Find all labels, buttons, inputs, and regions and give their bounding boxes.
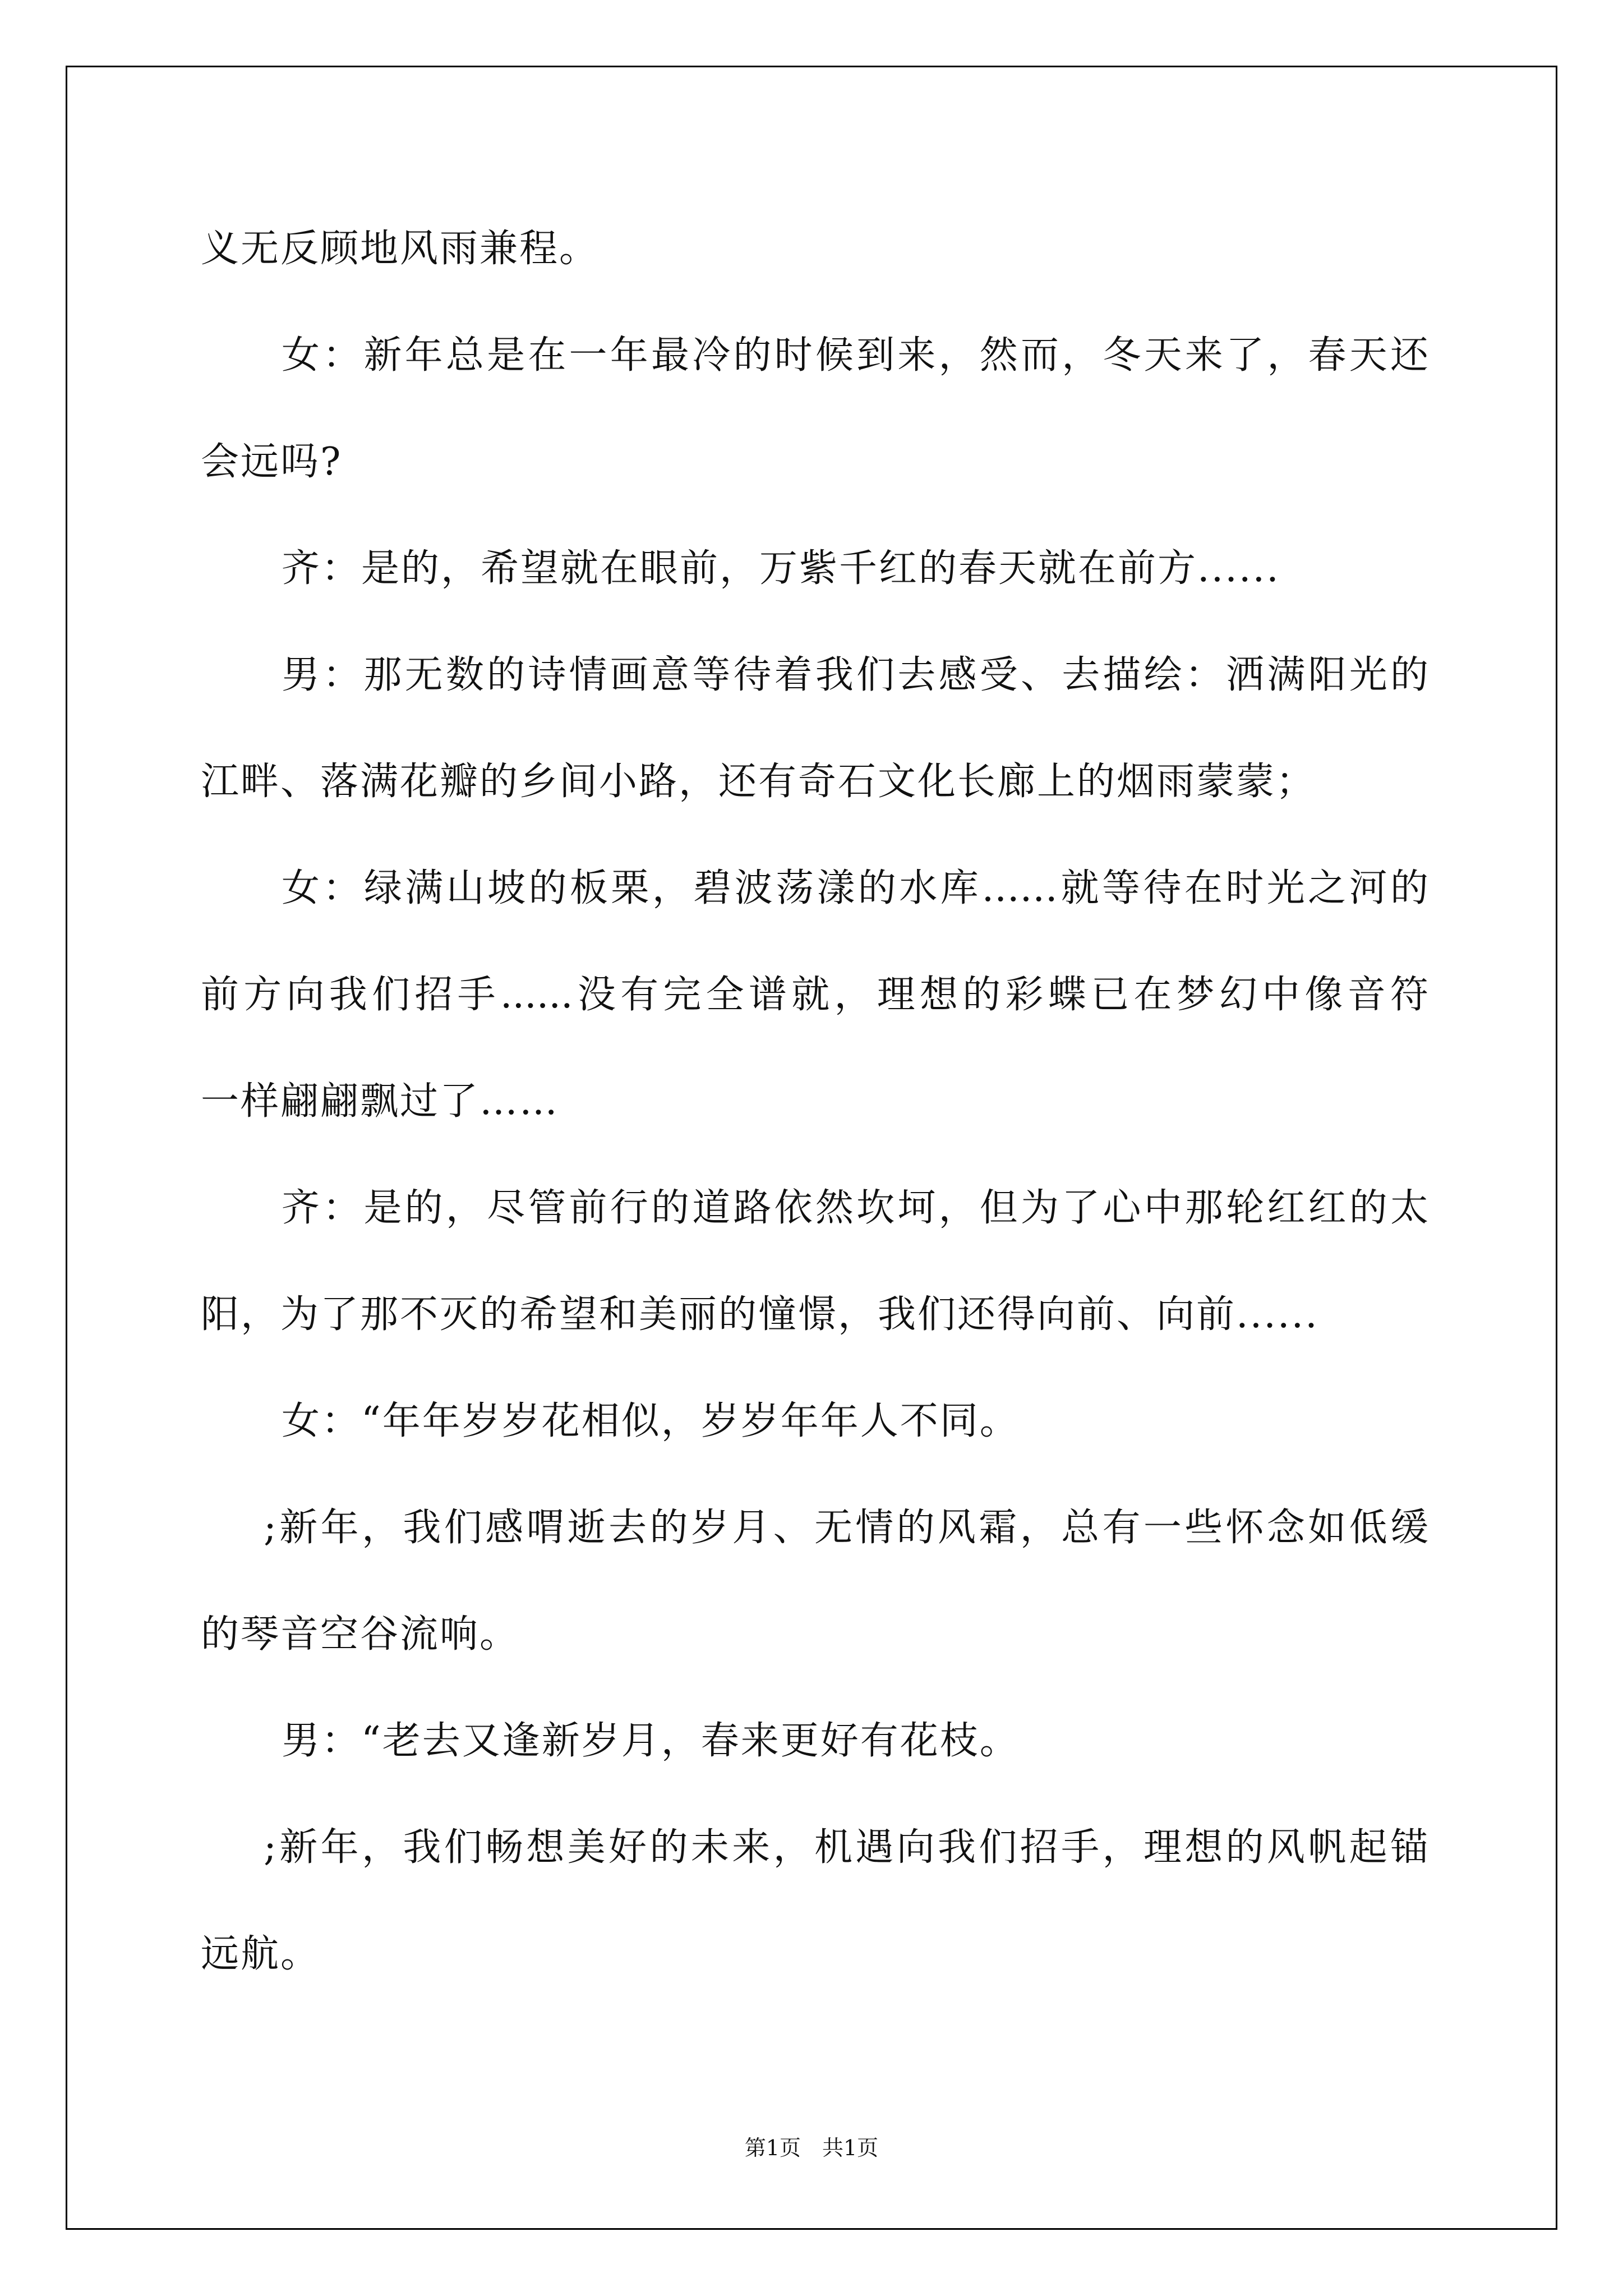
text-line: 前方向我们招手......没有完全谱就，理想的彩蝶已在梦幻中像音符 [201,973,1428,1017]
text-line: 会远吗? [201,440,343,484]
text-line: 江畔、落满花瓣的乡间小路，还有奇石文化长廊上的烟雨蒙蒙； [201,760,1316,804]
text-line: 女：“年年岁岁花相似，岁岁年年人不同。 [282,1399,1020,1443]
dialogue-paragraph [201,622,1428,835]
text-line: 齐：是的，希望就在眼前，万紫千红的春天就在前方...... [282,546,1280,591]
text-line: 一样翩翩飘过了…… [201,1079,560,1124]
dialogue-paragraph [201,1688,1428,1795]
text-line: 女：绿满山坡的板栗，碧波荡漾的水库……就等待在时光之河的 [282,866,1428,910]
document-body [201,196,1428,2008]
dialogue-paragraph [201,302,1428,516]
text-line: 女：新年总是在一年最冷的时候到来，然而，冬天来了，春天还 [282,333,1428,378]
text-line: 阳，为了那不灭的希望和美丽的憧憬，我们还得向前、向前...... [201,1292,1319,1337]
dialogue-paragraph [201,1368,1428,1475]
text-line: 义无反顾地风雨兼程。 [201,227,600,271]
text-line: 的琴音空谷流响。 [201,1612,520,1657]
text-line: 远航。 [201,1932,321,1976]
text-line: ;新年，我们感喟逝去的岁月、无情的风霜，总有一些怀念如低缓 [264,1506,1428,1550]
paragraph [201,1795,1428,2008]
dialogue-paragraph [201,516,1428,622]
text-line: ;新年，我们畅想美好的未来，机遇向我们招手，理想的风帆起锚 [264,1825,1428,1870]
dialogue-paragraph [201,835,1428,1155]
text-line: 齐：是的，尽管前行的道路依然坎坷，但为了心中那轮红红的太 [282,1186,1428,1230]
paragraph [201,1475,1428,1688]
text-line: 男：那无数的诗情画意等待着我们去感受、去描绘：洒满阳光的 [282,653,1428,697]
text-line: 男：“老去又逢新岁月，春来更好有花枝。 [282,1719,1020,1763]
dialogue-paragraph [201,1155,1428,1368]
paragraph [201,196,1428,302]
page-number-footer: 第1页 共1页 [744,2136,879,2160]
